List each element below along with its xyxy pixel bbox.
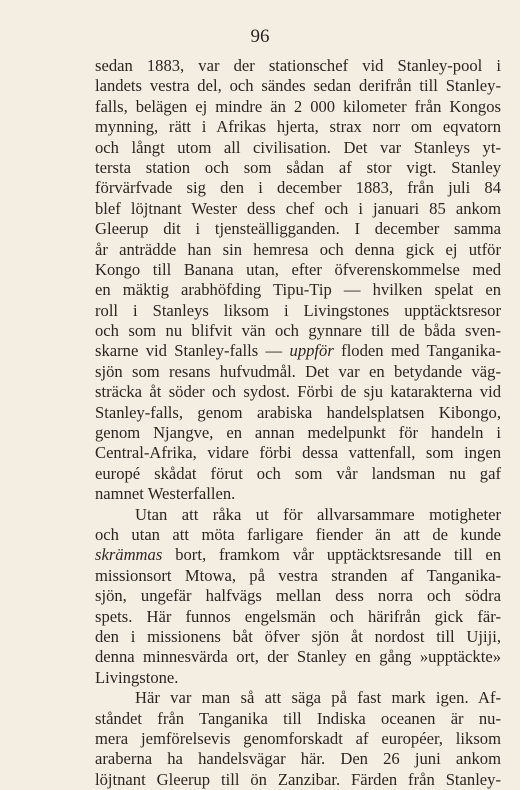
text-line [95, 382, 501, 402]
text-segment: löjtnant Gleerup till ön Zanzibar. Färden från Stanley- [95, 769, 501, 789]
text-segment: floden med Tanganika- [333, 341, 501, 361]
text-line [95, 280, 501, 300]
text-line [95, 341, 501, 361]
text-segment: Livingstone. [95, 667, 179, 687]
text-segment: denna minnesvärda ort, der Stanley en gång »upptäckte» [95, 647, 501, 667]
text-segment: och långt utom all civilisation. Det var Stanleys yt- [95, 137, 501, 157]
text-line [95, 484, 501, 504]
text-line [95, 178, 501, 198]
text-segment: missionsort Mtowa, på vestra stranden af Tanganika- [95, 565, 501, 585]
text-line [95, 607, 501, 627]
page-number: 96 [250, 26, 270, 47]
text-segment: mynning, rätt i Afrikas hjerta, strax norr om eqvatorn [95, 117, 501, 137]
text-segment: sjön som resans hufvudmål. Det var en betydande väg- [95, 361, 501, 381]
text-line [95, 688, 501, 708]
text-line [95, 56, 501, 76]
text-line [95, 545, 501, 565]
text-line [95, 240, 501, 260]
text-line [95, 566, 501, 586]
text-segment: Här var man så att säga på fast mark igen. Af- [135, 688, 501, 708]
italic-word: uppför [289, 341, 334, 361]
text-line [95, 627, 501, 647]
text-line [95, 749, 501, 769]
text-segment: europé skådat förut och som vår landsman nu gaf [95, 463, 501, 483]
text-segment: år anträdde han sin hemresa och denna gick ej utför [95, 239, 501, 259]
text-line [95, 117, 501, 137]
text-segment: skarne vid Stanley-falls — [95, 341, 290, 361]
text-line [95, 321, 501, 341]
text-segment: landets vestra del, och sändes sedan derifrån till Stanley- [95, 76, 501, 96]
text-segment: sedan 1883, var der stationschef vid Stanley-pool i [95, 56, 501, 75]
body-text [95, 56, 501, 790]
text-segment: bort, framkom vår upptäcktsresande till en [162, 545, 501, 565]
text-line [95, 301, 501, 321]
text-segment: en mäktig arabhöfding Tipu-Tip — hvilken spelat en [95, 280, 501, 300]
text-segment: sträcka åt söder och sydost. Förbi de sju katarakterna vid [95, 382, 501, 402]
text-line [95, 219, 501, 239]
text-line [95, 709, 501, 729]
text-line [95, 586, 501, 606]
text-segment: förvärfvade sig den i december 1883, från juli 84 [95, 178, 501, 198]
text-line [95, 770, 501, 790]
text-segment: blef löjtnant Wester dess chef och i januari 85 ankom [95, 198, 501, 218]
text-line [95, 423, 501, 443]
text-segment: genom Njangve, en annan medelpunkt för handeln i [95, 423, 501, 443]
text-segment: och som nu blifvit vän och gynnare till de båda sven- [95, 321, 501, 341]
text-line [95, 729, 501, 749]
text-segment: mera jemförelsevis genomforskadt af européer, liksom [95, 728, 501, 748]
text-line [95, 505, 501, 525]
text-segment: falls, belägen ej mindre än 2 000 kilometer från Kongos [95, 96, 501, 116]
text-line [95, 97, 501, 117]
text-segment: namnet Westerfallen. [95, 484, 236, 504]
text-line [95, 260, 501, 280]
text-segment: roll i Stanleys liksom i Livingstones upptäcktsresor [95, 300, 501, 320]
text-line [95, 138, 501, 158]
italic-word: skrämmas [95, 545, 163, 565]
text-segment: tersta station och som sådan af stor vigt. Stanley [95, 157, 501, 177]
text-segment: ståndet från Tanganika till Indiska oceanen är nu- [95, 708, 501, 728]
text-segment: sjön, ungefär halfvägs mellan dess norra och södra [95, 586, 501, 606]
text-segment: araberna ha handelsvägar här. Den 26 juni ankom [95, 749, 501, 769]
text-segment: den i missionens båt öfver sjön åt nordost till Ujiji, [95, 626, 501, 646]
text-segment: Utan att råka ut för allvarsammare motigheter [135, 504, 501, 524]
text-line [95, 403, 501, 423]
text-segment: Central-Afrika, vidare förbi dessa vattenfall, som ingen [95, 443, 501, 463]
text-line [95, 199, 501, 219]
text-segment: och utan att möta farligare fiender än att de kunde [95, 524, 501, 544]
text-line [95, 464, 501, 484]
text-line [95, 443, 501, 463]
text-line [95, 647, 501, 667]
text-line [95, 668, 501, 688]
text-line [95, 158, 501, 178]
text-line [95, 76, 501, 96]
text-segment: Kongo till Banana utan, efter öfverenskommelse med [95, 259, 501, 279]
text-line [95, 362, 501, 382]
text-line [95, 525, 501, 545]
text-segment: Gleerup dit i tjensteälligganden. I december samma [95, 219, 501, 239]
text-segment: spets. Här funnos engelsmän och härifrån gick fär- [95, 606, 501, 626]
text-segment: Stanley-falls, genom arabiska handelsplatsen Kibongo, [95, 402, 501, 422]
